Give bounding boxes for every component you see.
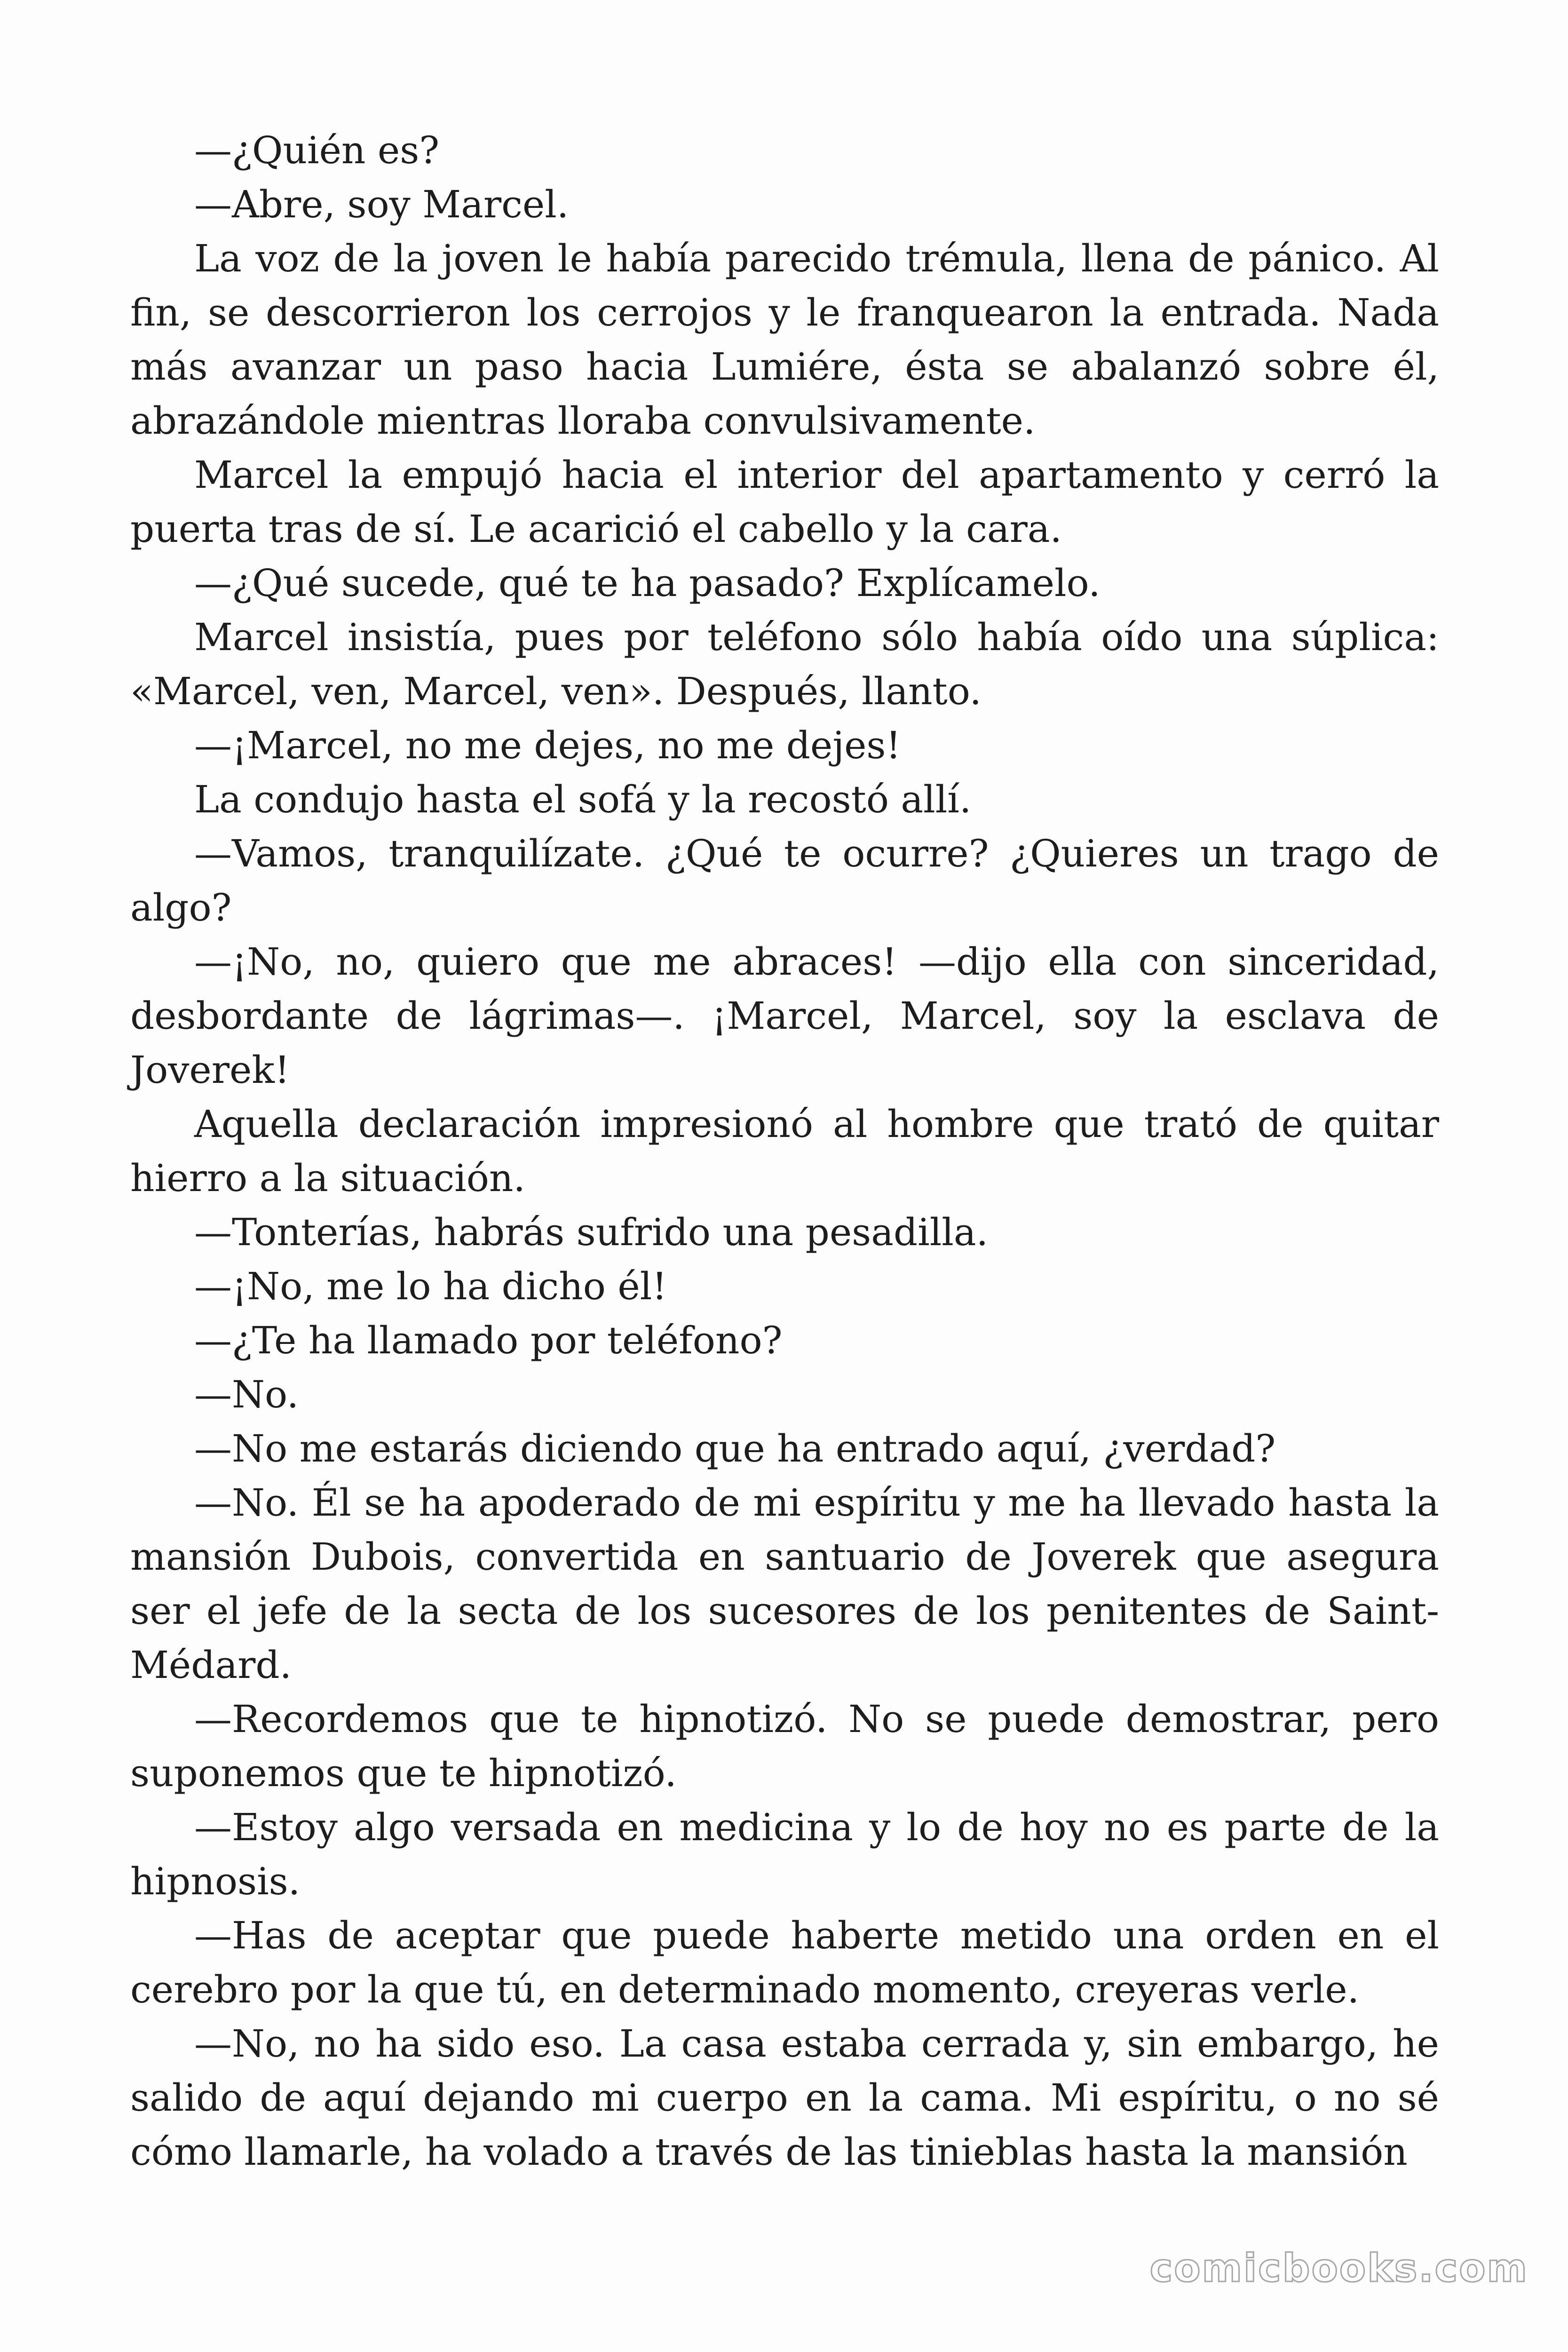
paragraph: —¡No, me lo ha dicho él! <box>194 1264 667 1308</box>
paragraph: La condujo hasta el sofá y la recostó allí. <box>194 778 972 821</box>
watermark: comicbooks.com <box>1149 2246 1528 2291</box>
paragraph: —No, no ha sido eso. La casa estaba cerrada y, sin embargo, he salido de aquí dejando mi cuerpo en la cama. Mi espíritu, o no sé cómo llamarle, ha volado a través de las tinieblas hasta la mansión <box>130 2022 1439 2174</box>
paragraph: Marcel insistía, pues por teléfono sólo había oído una súplica: «Marcel, ven, Marcel, ven». Después, llanto. <box>130 615 1439 713</box>
paragraph: —No. <box>194 1373 299 1416</box>
paragraph: —No. Él se ha apoderado de mi espíritu y me ha llevado hasta la mansión Dubois, convertida en santuario de Joverek que asegura ser el jefe de la secta de los sucesores de los penitentes de Saint-Médard. <box>130 1481 1439 1687</box>
page-text <box>130 123 1439 2179</box>
paragraph: —¡Marcel, no me dejes, no me dejes! <box>194 723 901 767</box>
paragraph: —No me estarás diciendo que ha entrado aquí, ¿verdad? <box>194 1427 1276 1470</box>
paragraph: —Tonterías, habrás sufrido una pesadilla. <box>194 1210 989 1254</box>
paragraph: —Vamos, tranquilízate. ¿Qué te ocurre? ¿Quieres un trago de algo? <box>130 832 1439 930</box>
paragraph: —¡No, no, quiero que me abraces! —dijo ella con sinceridad, desbordante de lágrimas—. ¡Marcel, Marcel, soy la esclava de Joverek! <box>130 940 1439 1092</box>
paragraph: —¿Qué sucede, qué te ha pasado? Explícamelo. <box>194 561 1101 605</box>
paragraph: —¿Quién es? <box>194 128 440 172</box>
paragraph: —Abre, soy Marcel. <box>194 183 569 226</box>
paragraph: —¿Te ha llamado por teléfono? <box>194 1319 783 1362</box>
paragraph: Aquella declaración impresionó al hombre que trató de quitar hierro a la situación. <box>130 1102 1439 1200</box>
paragraph: La voz de la joven le había parecido trémula, llena de pánico. Al fin, se descorrieron los cerrojos y le franquearon la entrada. Nada más avanzar un paso hacia Lumiére, ésta se abalanzó sobre él, abrazándole mientras lloraba convulsivamente. <box>130 237 1439 443</box>
paragraph: —Has de aceptar que puede haberte metido una orden en el cerebro por la que tú, en determinado momento, creyeras verle. <box>130 1914 1439 2011</box>
paragraph: —Estoy algo versada en medicina y lo de hoy no es parte de la hipnosis. <box>130 1805 1439 1903</box>
paragraph: —Recordemos que te hipnotizó. No se puede demostrar, pero suponemos que te hipnotizó. <box>130 1697 1439 1795</box>
paragraph: Marcel la empujó hacia el interior del apartamento y cerró la puerta tras de sí. Le acarició el cabello y la cara. <box>130 453 1439 551</box>
